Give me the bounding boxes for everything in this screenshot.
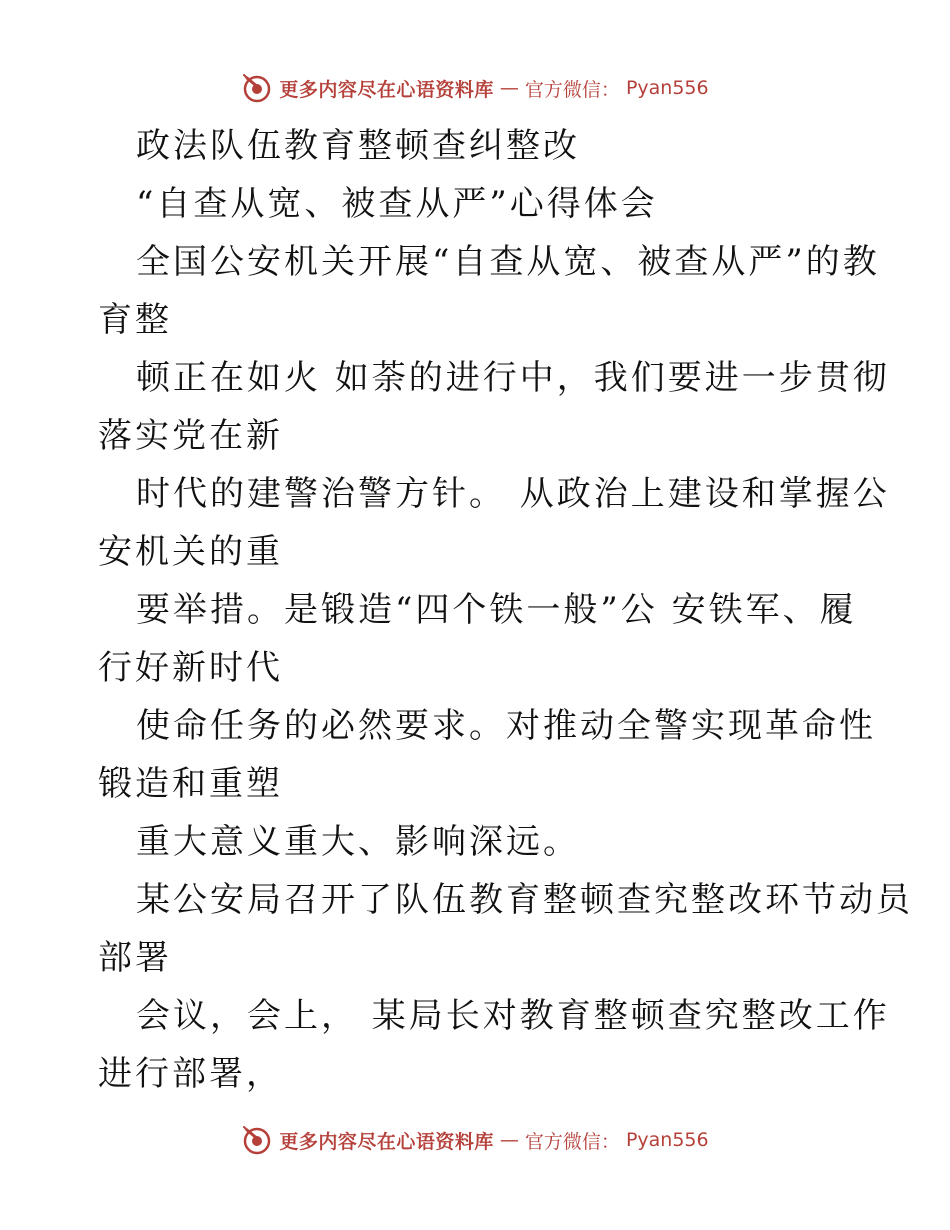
paragraph-line: 育整	[98, 300, 172, 340]
paragraph-line: 要举措。是锻造“四个铁一般”公 安铁军、履	[136, 590, 857, 630]
pen-logo-icon	[241, 72, 273, 104]
paragraph-line: 进行部署，	[98, 1054, 283, 1094]
watermark-dash: —	[499, 77, 519, 99]
paragraph-line: 全国公安机关开展“自查从宽、被查从严”的教	[136, 242, 880, 282]
pen-logo-icon	[241, 1124, 273, 1156]
watermark-text: 更多内容尽在心语资料库	[279, 78, 494, 101]
paragraph-line: 部署	[98, 938, 172, 978]
doc-subtitle: “自查从宽、被查从严”心得体会	[136, 184, 658, 224]
paragraph-line: 顿正在如火 如荼的进行中，我们要进一步贯彻	[136, 358, 890, 398]
watermark-header	[0, 72, 950, 104]
paragraph-line: 会议，会上， 某局长对教育整顿查究整改工作	[136, 996, 890, 1036]
paragraph-line: 某公安局召开了队伍教育整顿查究整改环节动员	[136, 880, 913, 920]
watermark-label: 官方微信：	[524, 1130, 620, 1153]
paragraph-line: 落实党在新	[98, 416, 283, 456]
watermark-id: Pyan556	[625, 77, 709, 99]
paragraph-line: 使命任务的必然要求。对推动全警实现革命性	[136, 706, 876, 746]
paragraph-line: 重大意义重大、影响深远。	[136, 822, 580, 862]
doc-title: 政法队伍教育整顿查纠整改	[136, 126, 580, 166]
watermark-text: 更多内容尽在心语资料库	[279, 1130, 494, 1153]
paragraph-line: 锻造和重塑	[98, 764, 283, 804]
paragraph-line: 安机关的重	[98, 532, 283, 572]
paragraph-line: 时代的建警治警方针。 从政治上建设和掌握公	[136, 474, 890, 514]
watermark-label: 官方微信：	[524, 78, 620, 101]
watermark-dash: —	[499, 1129, 519, 1151]
paragraph-line: 行好新时代	[98, 648, 283, 688]
watermark-id: Pyan556	[625, 1129, 709, 1151]
watermark-footer	[0, 1124, 950, 1156]
